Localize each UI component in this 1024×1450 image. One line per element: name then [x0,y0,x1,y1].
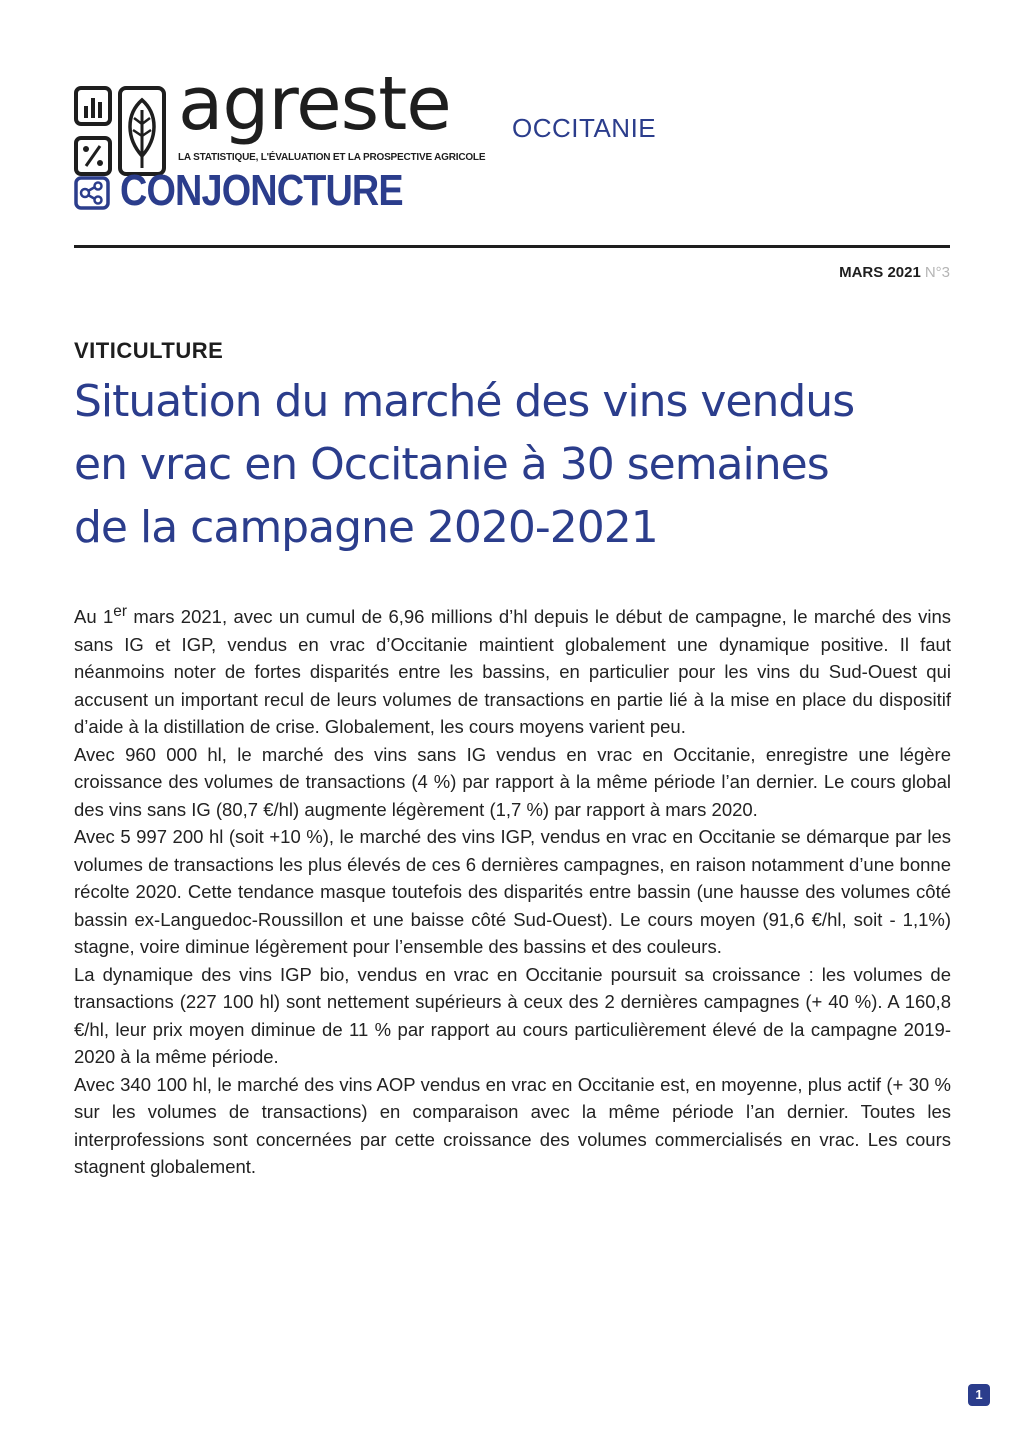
series-title: CONJONCTURE [120,166,403,215]
brand-wordmark: agreste [178,61,451,147]
body-paragraph: Avec 5 997 200 hl (soit +10 %), le marché des vins IGP, vendus en vrac en Occitanie se démarque par les volumes de transactions les plus élevés de ces 6 dernières campagnes, en raison notamment d’une bonne récolte 2020. Cette tendance masque toutefois des disparités entre bassin (une hausse des volumes côté bassin ex-Languedoc-Roussillon et une baisse côté Sud-Ouest). Le cours moyen (91,6 €/hl, soit - 1,1%) stagne, voire diminue légèrement pour l’ensemble des bassins et des couleurs. [74,826,951,958]
title-line: de la campagne 2020-2021 [74,502,658,553]
article-title [74,370,954,559]
region-label: OCCITANIE [512,113,657,143]
body-paragraph: Avec 960 000 hl, le marché des vins sans IG vendus en vrac en Occitanie, enregistre une légère croissance des volumes de transactions (4 %) par rapport à la même période l’an dernier. Le cours global des vins sans IG (80,7 €/hl) augmente légèrement (1,7 %) par rapport à mars 2020. [74,743,951,820]
title-line: en vrac en Occitanie à 30 semaines [74,439,829,490]
paragraph-text: mars 2021, avec un cumul de 6,96 millions d’hl depuis le début de campagne, le marché des vins sans IG et IGP, vendus en vrac d’Occitanie maintient globalement une dynamique positive. Il faut néanmoins noter de fortes disparités entre les bassins, en particulier pour les vins du Sud-Ouest qui accusent un important recul de leurs volumes de transactions en partie lié à la mise en place du dispositif d’aide à la distillation de crise. Globalement, les cours moyens varient peu. [74,606,951,738]
body-paragraph: Avec 340 100 hl, le marché des vins AOP vendus en vrac en Occitanie est, en moyenne, plus actif (+ 30 % sur les volumes de transactions) en comparaison avec la même période l’an dernier. Toutes les interprofessions sont concernées par cette croissance des volumes commercialisés en vrac. Les cours stagnent globalement. [74,1073,951,1178]
network-icon [74,176,110,210]
paragraph-text: Au 1 [74,606,114,628]
issue-number: N°3 [924,264,950,281]
leaf-icon [120,88,164,174]
bar-chart-icon [76,88,110,124]
header-divider [74,245,950,248]
body-paragraph: La dynamique des vins IGP bio, vendus en vrac en Occitanie poursuit sa croissance : les volumes de transactions (227 100 hl) sont nettement supérieurs à ceux des 2 dernières campagnes (+ 40 %). A 160,8 €/hl, leur prix moyen diminue de 11 % par rapport au cours particulièrement élevé de la campagne 2019-2020 à la même période. [74,963,951,1068]
percent-icon [76,138,110,174]
brand-tagline: LA STATISTIQUE, L'ÉVALUATION ET LA PROSPECTIVE AGRICOLE [178,152,486,163]
article-body [74,598,951,1181]
body-paragraph [74,598,951,741]
ordinal-superscript: er [113,603,127,620]
issue-info [839,264,950,281]
section-label: VITICULTURE [74,338,224,363]
page-number: 1 [968,1384,990,1406]
title-line: Situation du marché des vins vendus [74,376,855,427]
issue-date: MARS 2021 [839,264,921,281]
